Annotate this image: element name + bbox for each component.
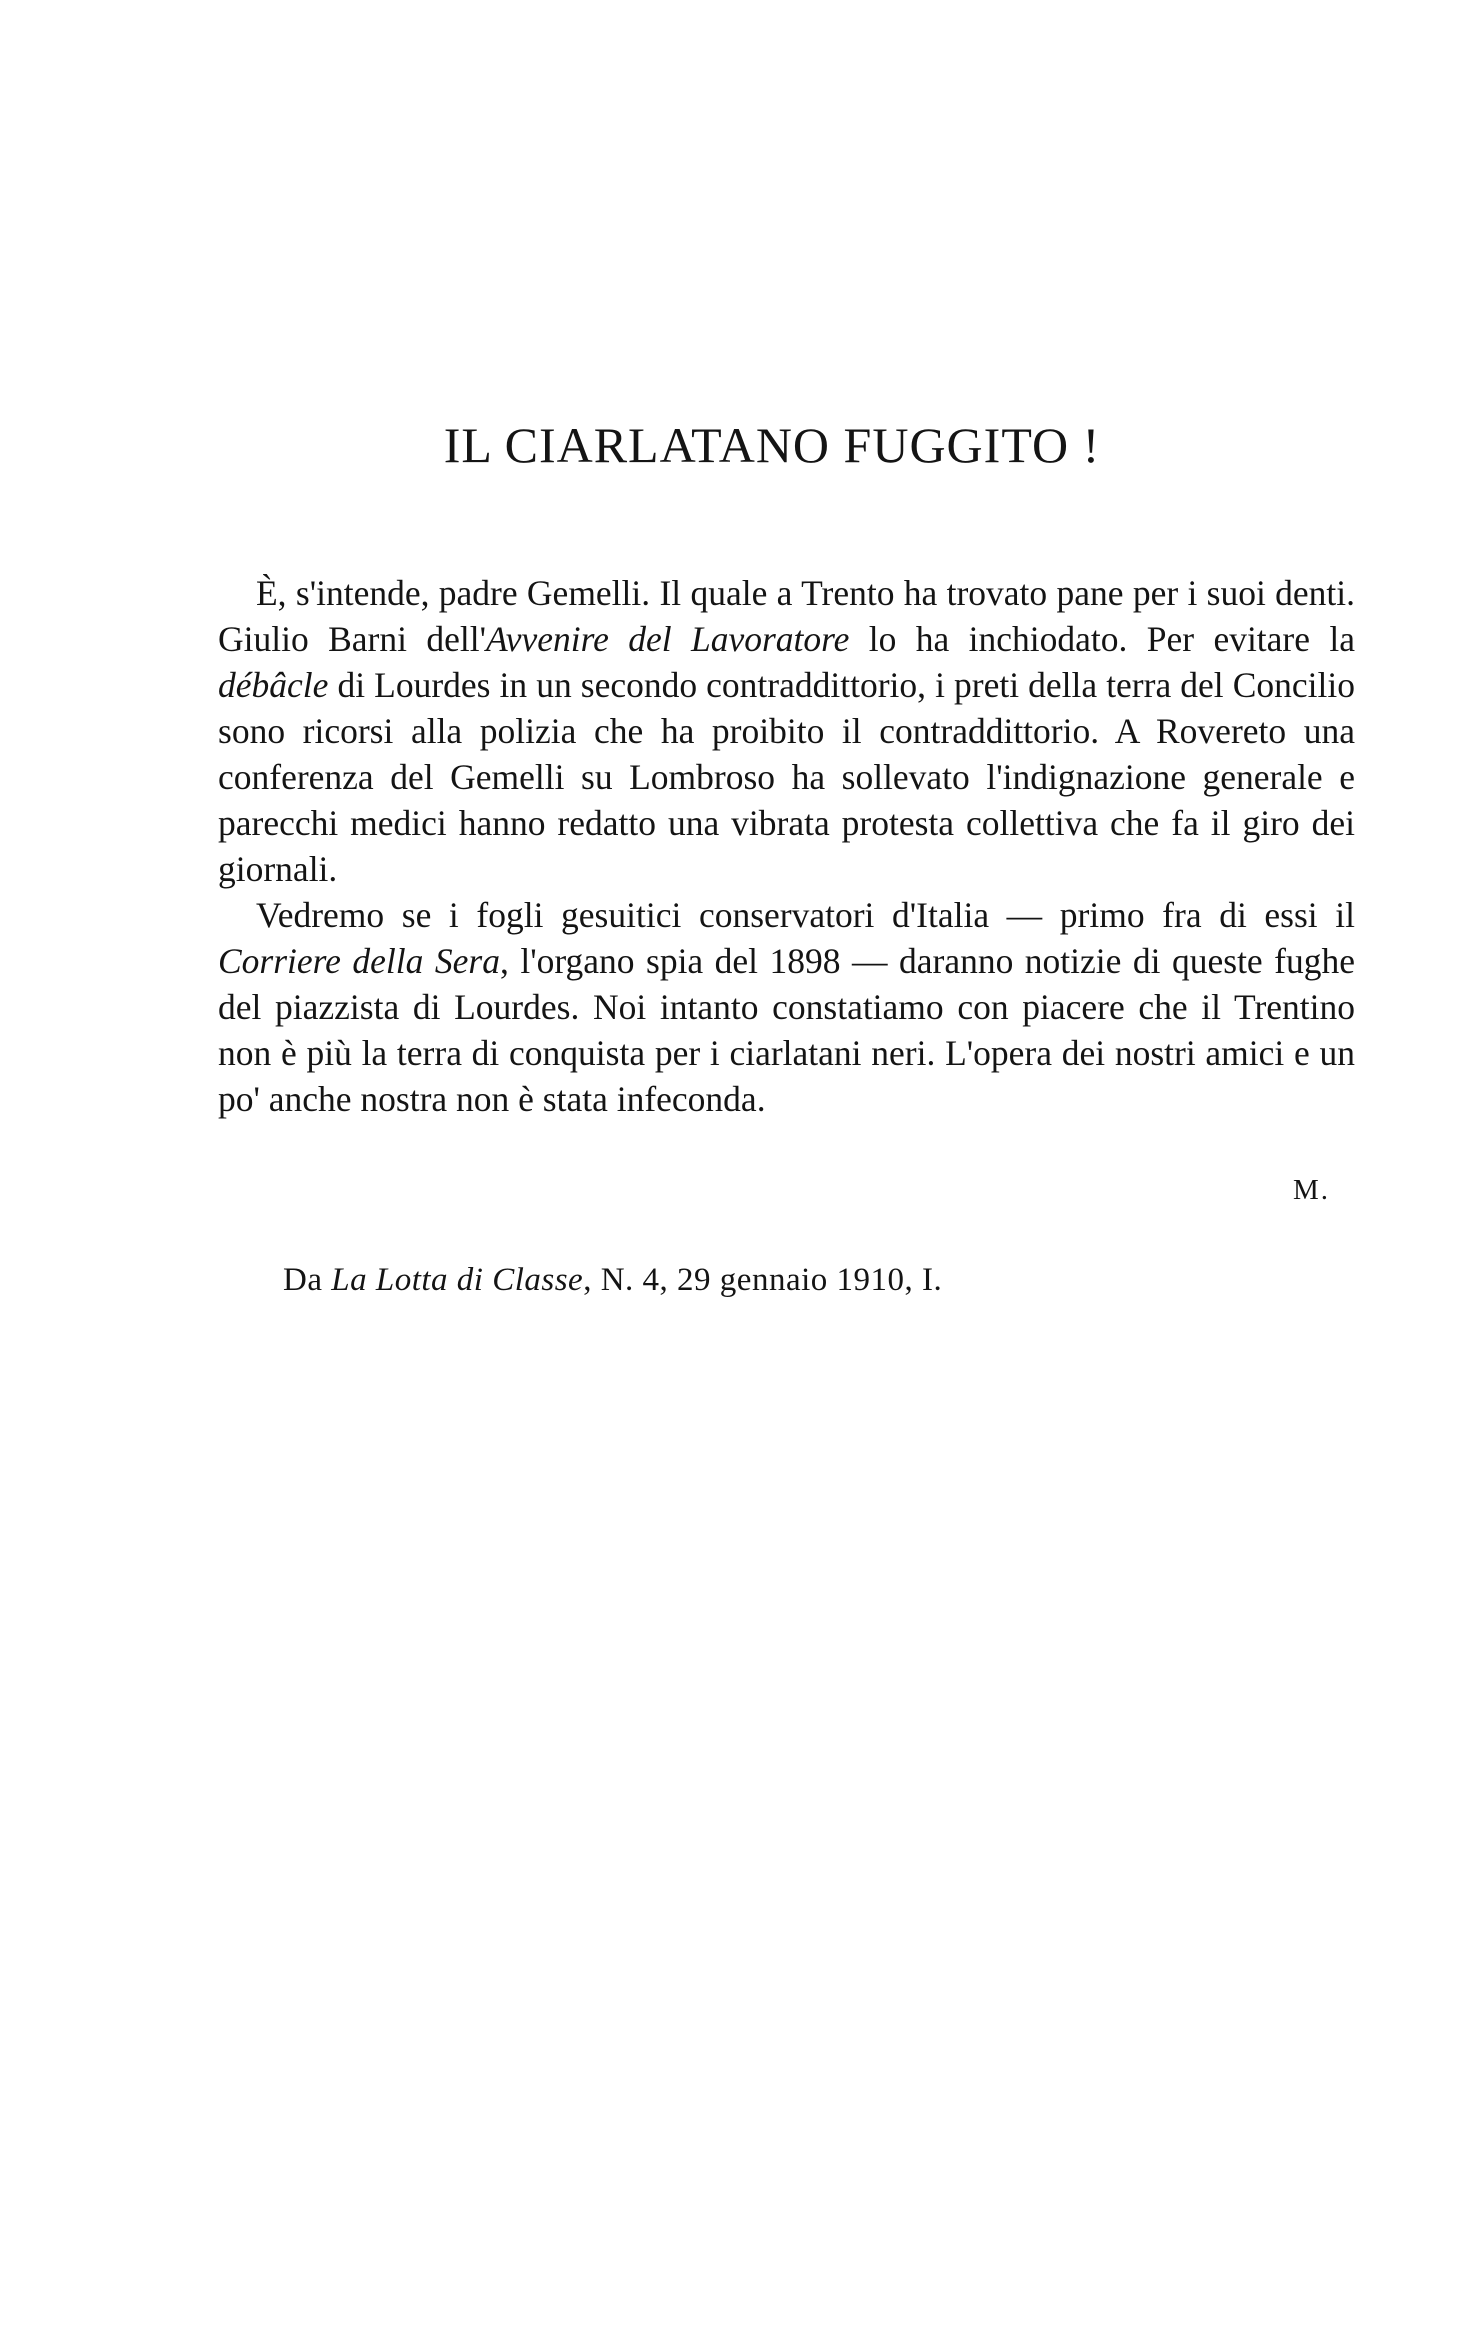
article-title: IL CIARLATANO FUGGITO ! [443,417,1101,473]
paragraph-1-italic-debacle: débâcle [218,665,329,705]
paragraph-2 [218,892,1355,1122]
paragraph-1 [218,570,1355,892]
source-citation [283,1262,942,1299]
source-details: , N. 4, 29 gennaio 1910, I. [583,1262,943,1298]
paragraph-1-text-c: di Lourdes in un secondo contraddittorio, i preti della terra del Concilio sono ricorsi alla polizia che ha proibito il contraddittorio. A Rovereto una conferenza del Gemelli su Lombroso ha sollevato l'indignazione generale e parecchi medici hanno redatto una vibrata protesta collettiva che fa il giro dei giornali. [218,665,1355,889]
paragraph-1-text-b: lo ha inchiodato. Per evitare la [849,619,1356,659]
paragraph-2-text-b: , l'organo spia del 1898 — daranno notizie di queste fughe del piazzista di Lourdes. Noi intanto constatiamo con piacere che il Trentino non è più la terra di conquista per i ciarlatani neri. L'opera dei nostri amici e un po' anche nostra non è stata infeconda. [218,941,1355,1119]
author-signature: M. [1292,1174,1330,1206]
paragraph-2-italic-newspaper: Corriere della Sera [218,941,500,981]
article-body [218,570,1355,1122]
source-publication: La Lotta di Classe [331,1262,584,1298]
source-prefix: Da [283,1262,332,1298]
paragraph-1-text-a: È, s'intende, padre Gemelli. Il quale a Trento ha trovato pane per i suoi denti. Giulio Barni dell' [218,573,1355,659]
paragraph-1-italic-newspaper: Avvenire del Lavoratore [485,619,850,659]
paragraph-2-text-a: Vedremo se i fogli gesuitici conservatori d'Italia — primo fra di essi il [256,895,1355,935]
